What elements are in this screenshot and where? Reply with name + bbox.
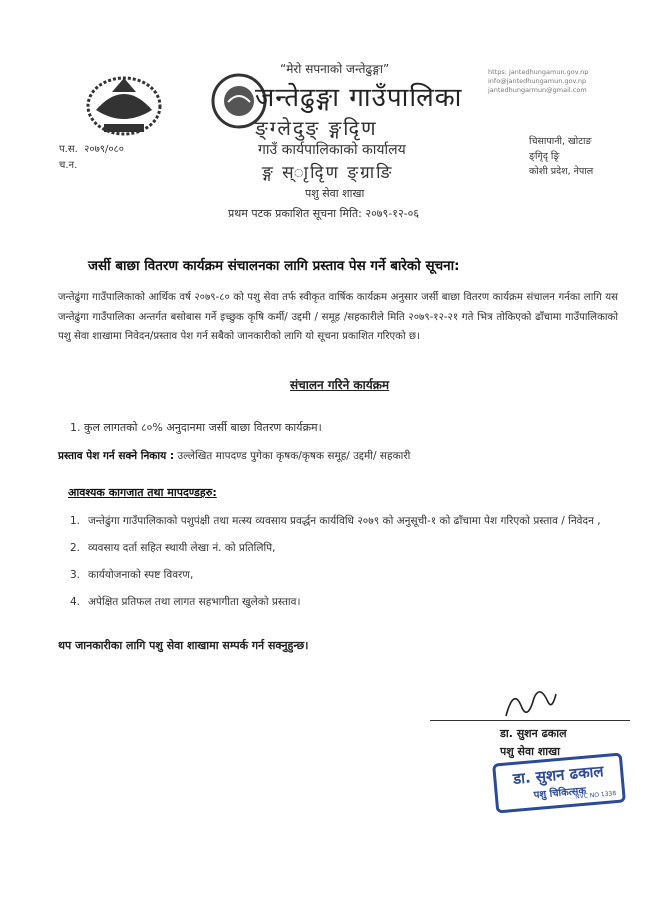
signer-name: डा. सुशन ढकाल [500, 727, 567, 740]
publish-date: प्रथम पटक प्रकाशित सूचना मिति: २०७९-१२-०६ [228, 207, 420, 220]
list-item: 2. व्यवसाय दर्ता सहित स्थायी लेखा नं. को प्रतिलिपि, [70, 542, 276, 554]
requirements-list [70, 512, 630, 620]
address-block [529, 134, 593, 179]
list-item: 3. कार्ययोजनाको स्पष्ट विवरण, [70, 569, 194, 581]
program-heading: संचालन गरिने कार्यक्रम [290, 378, 390, 392]
signature-line [430, 720, 630, 721]
dispatch-label: च.न. [59, 160, 78, 171]
contact-web: https: jantedhungamun.gov.np [488, 68, 589, 76]
fiscal-label: प.स. [59, 144, 78, 155]
eligible-line [58, 449, 410, 463]
municipality-name: जन्तेढुङ्गा गाउँपालिका [255, 83, 463, 113]
contact-email-1: info@jantedhungamun.gov.np [488, 77, 587, 85]
stamp-number: NVC NO 1338 [574, 790, 617, 801]
signature-icon [500, 682, 560, 722]
script-line-2: ङ्ग स्ाृदृिण ङ्ग्राङि [262, 163, 394, 183]
list-item: 1. जन्तेढुंगा गाउँपालिकाको पशुपंक्षी तथा मत्स्य व्यवसाय प्रवर्द्धन कार्यविधि २०७९ को अनुसूची-१ को ढाँचामा पेश गरिएको प्रस्ताव / निवेदन , [70, 515, 601, 527]
eligible-value: उल्लेखित मापदण्ड पुगेका कृषक/कृषक समूह/ उद्दमी/ सहकारी [174, 450, 411, 462]
notice-title: जर्सी बाछा वितरण कार्यक्रम संचालनका लागि प्रस्ताव पेस गर्ने बारेको सूचना: [88, 258, 460, 274]
office-name: गाउँ कार्यपालिकाको कार्यालय [258, 142, 406, 158]
section-name: पशु सेवा शाखा [305, 187, 365, 200]
program-item: 1. कुल लागतको ८०% अनुदानमा जर्सी बाछा वितरण कार्यक्रम। [70, 421, 322, 434]
eligible-label: प्रस्ताव पेश गर्न सक्ने निकाय : [58, 450, 175, 462]
contact-email-2: jantedhungarmun@gmail.com [488, 86, 587, 94]
script-line-1: ङ्ग्लेदुङ् ङ्गदृिण [255, 116, 378, 140]
fiscal-value: २०७९/०८० [84, 144, 124, 155]
slogan: “मेरो सपनाको जन्तेढुङ्गा” [280, 62, 390, 76]
requirements-heading: आवश्यक कागजात तथा मापदण्डहरु: [68, 486, 217, 499]
address-line-1: चिसापानी, खोटाङ [529, 136, 592, 147]
signer-department: पशु सेवा शाखा [500, 745, 560, 758]
stamp-title: पशु चिकित्सक [533, 785, 587, 802]
official-stamp [492, 752, 626, 813]
address-line-3: कोशी प्रदेश, नेपाल [529, 166, 594, 177]
notice-paragraph: जन्तेढुंगा गाउँपालिकाको आर्थिक वर्ष २०७९-८० को पशु सेवा तर्फ स्वीकृत वार्षिक कार्यक्रम अनुसार जर्सी बाछा वितरण कार्यक्रम संचालन गर्नका लागि यस जन्तेढुंगा गाउँपालिका अन्तर्गत बसोबास गर्ने इच्छुक कृषि कर्मी/ उद्दमी / समूह /सहकारीले मिति २०७९-१२-२१ गते भित्र तोकिएको ढाँचामा गाउँपालिकाको पशु सेवा शाखामा निवेदन/प्रस्ताव पेश गर्न सबैको जानकारीको लागि यो सूचना प्रकाशित गरिएको छ। [58, 292, 618, 342]
contact-block [488, 68, 588, 95]
nepal-emblem-icon [82, 70, 166, 138]
stamp-name: डा. सुशन ढकाल [512, 762, 605, 788]
reference-block [59, 142, 124, 174]
address-line-2: ङ्गिृदृ ङृि [529, 151, 560, 162]
contact-line: थप जानकारीका लागि पशु सेवा शाखामा सम्पर्क गर्न सक्नुहुन्छ। [58, 639, 309, 652]
list-item: 4. अपेक्षित प्रतिफल तथा लागत सहभागीता खुलेको प्रस्ताव। [70, 596, 301, 608]
